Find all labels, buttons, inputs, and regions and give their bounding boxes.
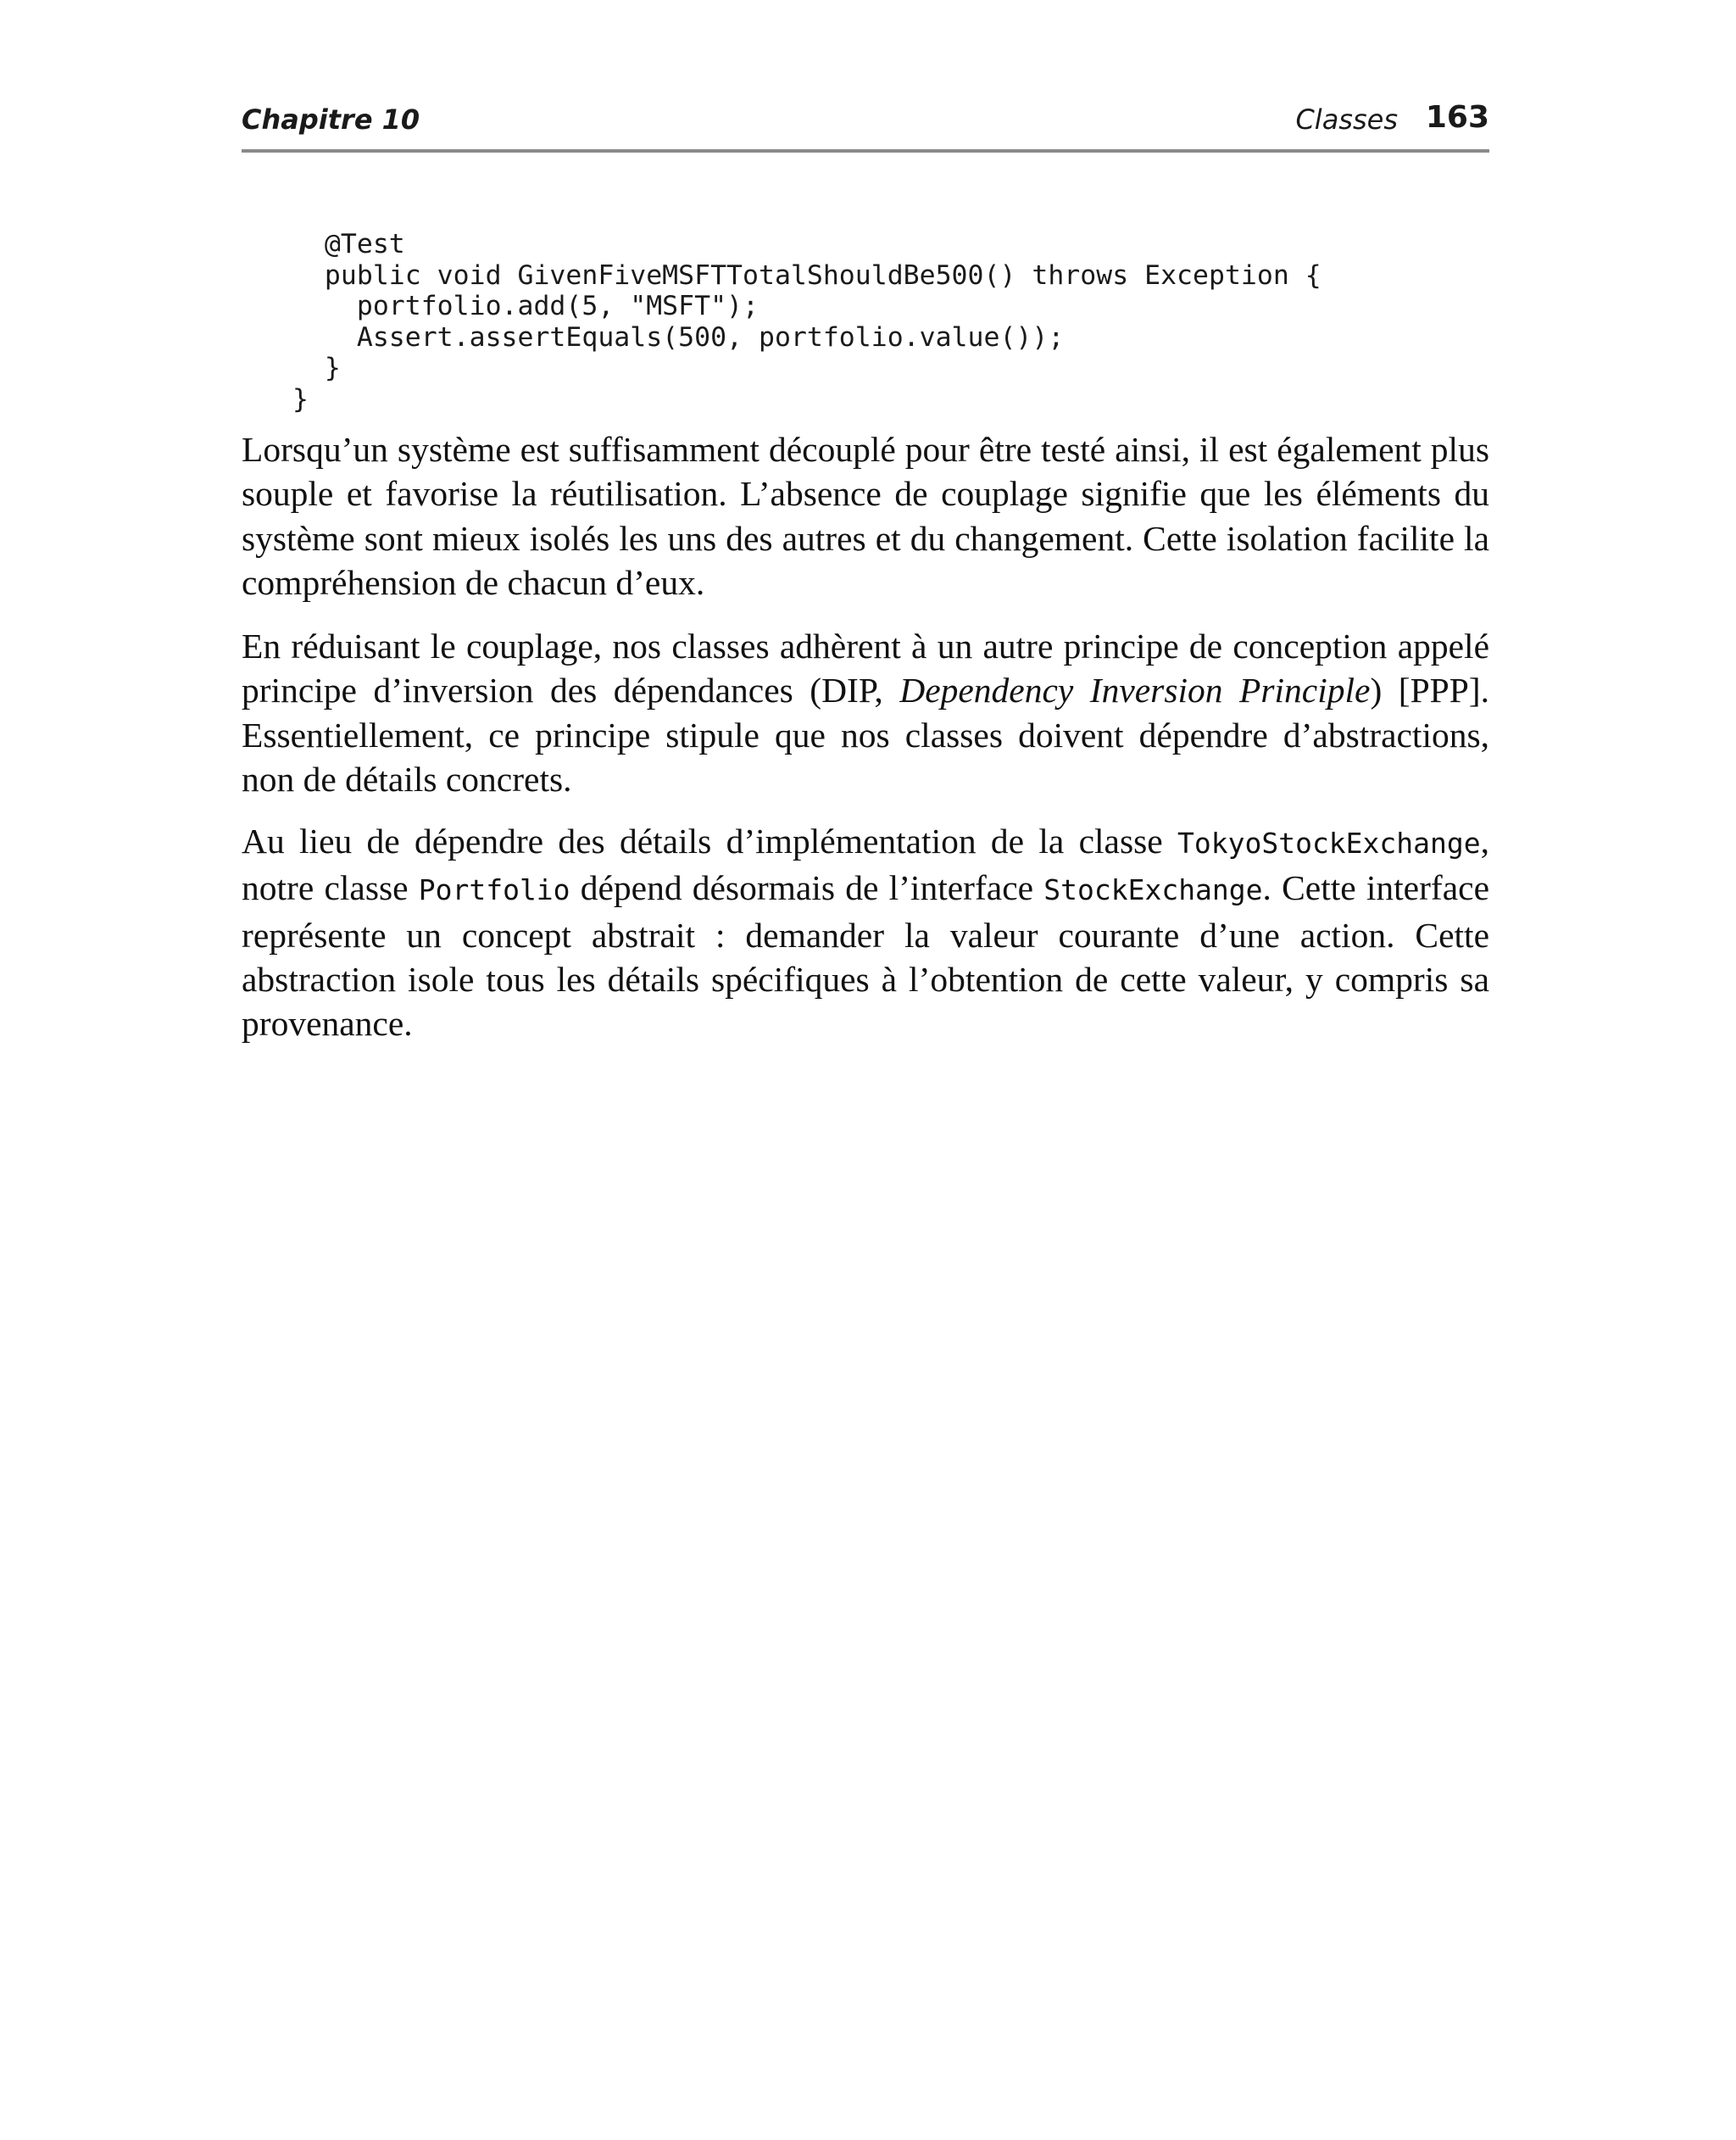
code-line: @Test bbox=[292, 229, 405, 259]
paragraph-decoupling: Lorsqu’un système est suffisamment découplé pour être testé ainsi, il est également plus souple et favorise la réutilisation. L’absence de couplage signifie que les éléments du système sont mieux isolés les uns des autres et du changement. Cette isolation facilite la compréhension de chacun d’eux. bbox=[242, 430, 1489, 602]
code-line: } bbox=[292, 383, 309, 415]
inline-code-stockexchange: StockExchange bbox=[1043, 873, 1263, 907]
code-line: portfolio.add(5, "MSFT"); bbox=[292, 291, 759, 321]
paragraph-text: En réduisant le couplage, nos classes adhèrent à un autre principe de conception appelé principe d’inversion des dépendances (DIP, bbox=[242, 627, 1489, 711]
running-header bbox=[242, 100, 1489, 139]
paragraph-text: Au lieu de dépendre des détails d’implémentation de la classe bbox=[242, 822, 1177, 861]
code-line: } bbox=[292, 353, 341, 383]
chapter-title: Chapitre 10 bbox=[242, 103, 420, 136]
code-line: public void GivenFiveMSFTTotalShouldBe500() throws Exception { bbox=[292, 259, 1321, 291]
paragraph-dip bbox=[242, 624, 1489, 801]
italic-term: Dependency Inversion Principle bbox=[899, 671, 1371, 711]
inline-code-portfolio: Portfolio bbox=[418, 873, 570, 907]
paragraph-text: . Cette interface représente un concept abstrait : demander la valeur courante d’une action. Cette abstraction isole tous les détails spécifiques à l’obtention de cette valeur, y compris sa provenance. bbox=[242, 868, 1489, 1044]
code-line: Assert.assertEquals(500, portfolio.value()); bbox=[292, 321, 1065, 353]
page-number: 163 bbox=[1425, 100, 1489, 135]
section-title: Classes bbox=[1295, 103, 1398, 136]
paragraph-text: , notre classe bbox=[242, 822, 1489, 908]
inline-code-tokyostockexchange: TokyoStockExchange bbox=[1177, 827, 1481, 860]
paragraph-abstraction bbox=[242, 819, 1489, 1045]
header-rule bbox=[242, 149, 1489, 153]
paragraph-text: dépend désormais de l’interface bbox=[570, 868, 1044, 908]
code-listing bbox=[292, 229, 1321, 415]
paragraph-text: ) [PPP]. Essentiellement, ce principe stipule que nos classes doivent dépendre d’abstractions, non de détails concrets. bbox=[242, 671, 1489, 799]
